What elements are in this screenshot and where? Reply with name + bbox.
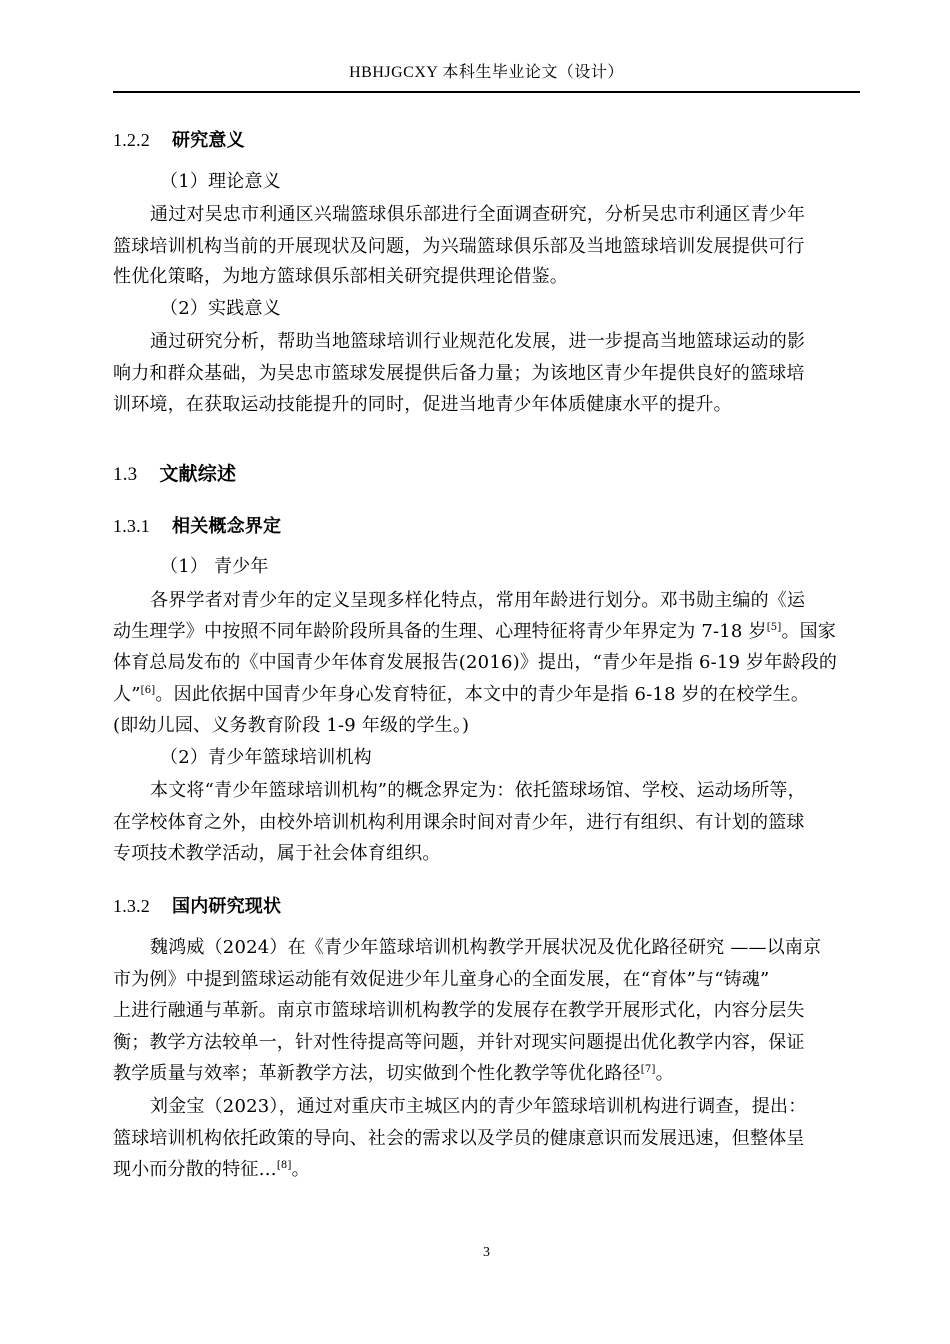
paragraph-line: 市为例》中提到篮球运动能有效促进少年儿童身心的全面发展，在“育体”与“铸魂” <box>113 969 770 990</box>
heading-1-3-2 <box>113 894 860 919</box>
running-header: HBHJGCXY 本科生毕业论文（设计） <box>349 64 624 81</box>
heading-1-3 <box>113 462 860 487</box>
header-rule <box>113 91 860 93</box>
paragraph-line: 篮球培训机构依托政策的导向、社会的需求以及学员的健康意识而发展迅速，但整体呈 <box>113 1128 805 1149</box>
paragraph-line: 篮球培训机构当前的开展现状及问题，为兴瑞篮球俱乐部及当地篮球培训发展提供可行 <box>113 236 805 257</box>
paragraph-line: 训环境，在获取运动技能提升的同时，促进当地青少年体质健康水平的提升。 <box>113 394 732 415</box>
paragraph-line: 魏鸿威（2024）在《青少年篮球培训机构教学开展状况及优化路径研究 ——以南京 <box>150 937 822 958</box>
text-run: 。 <box>291 1159 310 1180</box>
paragraph-line: 通过对吴忠市利通区兴瑞篮球俱乐部进行全面调查研究，分析吴忠市利通区青少年 <box>150 204 806 225</box>
text-run: 。国家 <box>781 621 837 642</box>
heading-number: 1.3.1 <box>113 516 150 536</box>
heading-1-2-2 <box>113 128 860 153</box>
paragraph-line: 各界学者对青少年的定义呈现多样化特点，常用年龄进行划分。邓书勋主编的《运 <box>150 590 806 611</box>
heading-number: 1.3 <box>113 464 138 485</box>
heading-number: 1.3.2 <box>113 896 150 916</box>
text-run: 。因此依据中国青少年身心发育特征，本文中的青少年是指 6-18 岁的在校学生。 <box>155 684 810 705</box>
paragraph-line: (即幼儿园、义务教育阶段 1-9 年级的学生。) <box>113 715 470 736</box>
heading-title: 国内研究现状 <box>172 896 282 917</box>
item-practice: （2）实践意义 <box>160 298 281 319</box>
paragraph-line: 通过研究分析，帮助当地篮球培训行业规范化发展，进一步提高当地篮球运动的影 <box>150 331 806 352</box>
text-run: 。 <box>655 1063 674 1084</box>
item-youth: （1） 青少年 <box>160 556 269 577</box>
item-theory: （1）理论意义 <box>160 171 281 192</box>
heading-title: 文献综述 <box>159 463 237 485</box>
paragraph-line: 上进行融通与革新。南京市篮球培训机构教学的发展存在教学开展形式化，内容分层失 <box>113 1000 805 1021</box>
paragraph-line <box>113 683 860 707</box>
text-run: 动生理学》中按照不同年龄阶段所具备的生理、心理特征将青少年界定为 7-18 岁 <box>113 621 767 642</box>
paragraph-line: 体育总局发布的《中国青少年体育发展报告(2016)》提出，“青少年是指 6-19 岁年龄段的 <box>113 652 838 673</box>
text-run: 现小而分散的特征… <box>113 1159 277 1180</box>
citation-ref: [6] <box>140 685 156 696</box>
paragraph-line <box>113 620 860 644</box>
heading-title: 研究意义 <box>172 130 245 151</box>
item-training-org: （2）青少年篮球培训机构 <box>160 747 372 768</box>
paragraph-line <box>113 1158 860 1182</box>
paragraph-line: 响力和群众基础，为吴忠市篮球发展提供后备力量；为该地区青少年提供良好的篮球培 <box>113 363 805 384</box>
citation-ref: [5] <box>766 622 782 633</box>
citation-ref: [8] <box>276 1160 292 1171</box>
paragraph-line: 在学校体育之外，由校外培训机构利用课余时间对青少年，进行有组织、有计划的篮球 <box>113 812 805 833</box>
paragraph-line: 刘金宝（2023），通过对重庆市主城区内的青少年篮球培训机构进行调查，提出： <box>150 1096 807 1117</box>
text-run: 人” <box>113 684 141 705</box>
heading-title: 相关概念界定 <box>172 516 282 537</box>
citation-ref: [7] <box>640 1064 656 1075</box>
paragraph-line: 本文将“青少年篮球培训机构”的概念界定为：依托篮球场馆、学校、运动场所等， <box>150 780 806 801</box>
paragraph-line: 性优化策略，为地方篮球俱乐部相关研究提供理论借鉴。 <box>113 266 568 287</box>
paragraph-line <box>113 1062 860 1086</box>
text-run: 教学质量与效率；革新教学方法，切实做到个性化教学等优化路径 <box>113 1063 641 1084</box>
heading-number: 1.2.2 <box>113 130 150 150</box>
page-number: 3 <box>483 1245 490 1260</box>
heading-1-3-1 <box>113 514 860 539</box>
paragraph-line: 专项技术教学活动，属于社会体育组织。 <box>113 843 441 864</box>
paragraph-line: 衡；教学方法较单一，针对性待提高等问题，并针对现实问题提出优化教学内容，保证 <box>113 1032 805 1053</box>
